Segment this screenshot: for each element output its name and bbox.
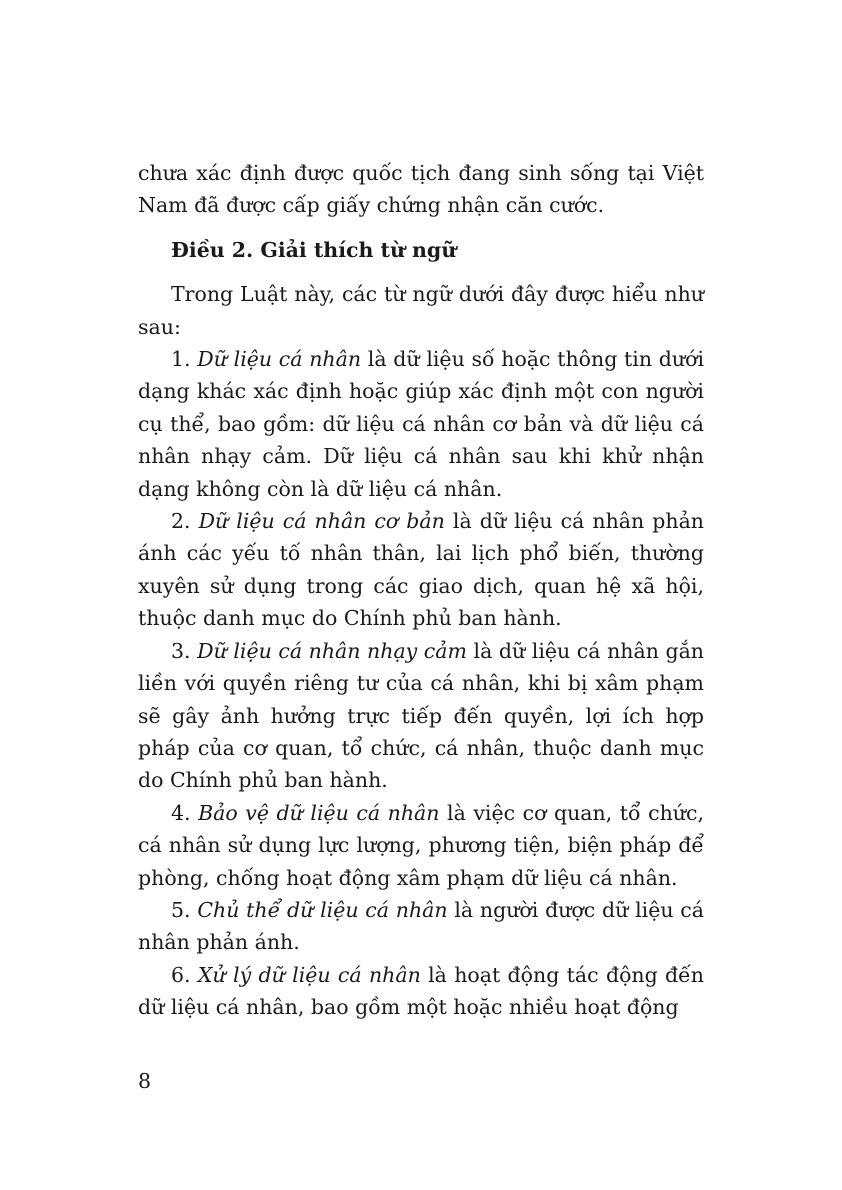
page-number: 8 <box>138 1069 152 1093</box>
definition-number: 5. <box>171 897 198 922</box>
definition-number: 1. <box>171 347 198 372</box>
definition-3 <box>138 635 704 797</box>
definition-term: Dữ liệu cá nhân nhạy cảm <box>197 638 467 663</box>
definition-number: 2. <box>171 509 199 534</box>
definition-text: là dữ liệu số hoặc thông tin dưới dạng khác xác định hoặc giúp xác định một con người cụ thể, bao gồm: dữ liệu cá nhân cơ bản và dữ liệu cá nhân nhạy cảm. Dữ liệu cá nhân sau khi khử nhận dạng không còn là dữ liệu cá nhân. <box>138 347 705 501</box>
definition-text: là việc cơ quan, tổ chức, cá nhân sử dụng lực lượng, phương tiện, biện pháp để phòng, chống hoạt động xâm phạm dữ liệu cá nhân. <box>138 800 704 890</box>
definition-number: 6. <box>171 962 198 987</box>
definition-term: Dữ liệu cá nhân cơ bản <box>198 509 445 534</box>
definition-term: Xử lý dữ liệu cá nhân <box>197 962 421 987</box>
definition-text: là dữ liệu cá nhân gắn liền với quyền riêng tư của cá nhân, khi bị xâm phạm sẽ gây ảnh hưởng trực tiếp đến quyền, lợi ích hợp pháp của cơ quan, tổ chức, cá nhân, thuộc danh mục do Chính phủ ban hành. <box>138 638 705 793</box>
definition-4 <box>138 797 704 894</box>
definition-6 <box>138 959 704 1024</box>
definition-text: là dữ liệu cá nhân phản ánh các yếu tố nhân thân, lai lịch phổ biến, thường xuyên sử dụng trong các giao dịch, quan hệ xã hội, thuộc danh mục do Chính phủ ban hành. <box>138 509 704 631</box>
definition-term: Dữ liệu cá nhân <box>197 347 362 372</box>
definition-number: 3. <box>171 638 198 663</box>
intro-paragraph: Trong Luật này, các từ ngữ dưới đây được hiểu như sau: <box>138 282 704 339</box>
definition-2 <box>138 505 704 635</box>
continuation-paragraph: chưa xác định được quốc tịch đang sinh sống tại Việt Nam đã được cấp giấy chứng nhận căn cước. <box>138 161 704 218</box>
definition-text: là hoạt động tác động đến dữ liệu cá nhân, bao gồm một hoặc nhiều hoạt động <box>138 962 704 1020</box>
definition-text: là người được dữ liệu cá nhân phản ánh. <box>138 897 704 955</box>
definition-1 <box>138 343 704 505</box>
definition-number: 4. <box>171 800 199 825</box>
definition-term: Chủ thể dữ liệu cá nhân <box>197 897 448 922</box>
article-heading: Điều 2. Giải thích từ ngữ <box>171 237 457 262</box>
definition-5 <box>138 894 704 959</box>
page-body <box>138 157 704 1024</box>
definition-term: Bảo vệ dữ liệu cá nhân <box>198 800 440 825</box>
